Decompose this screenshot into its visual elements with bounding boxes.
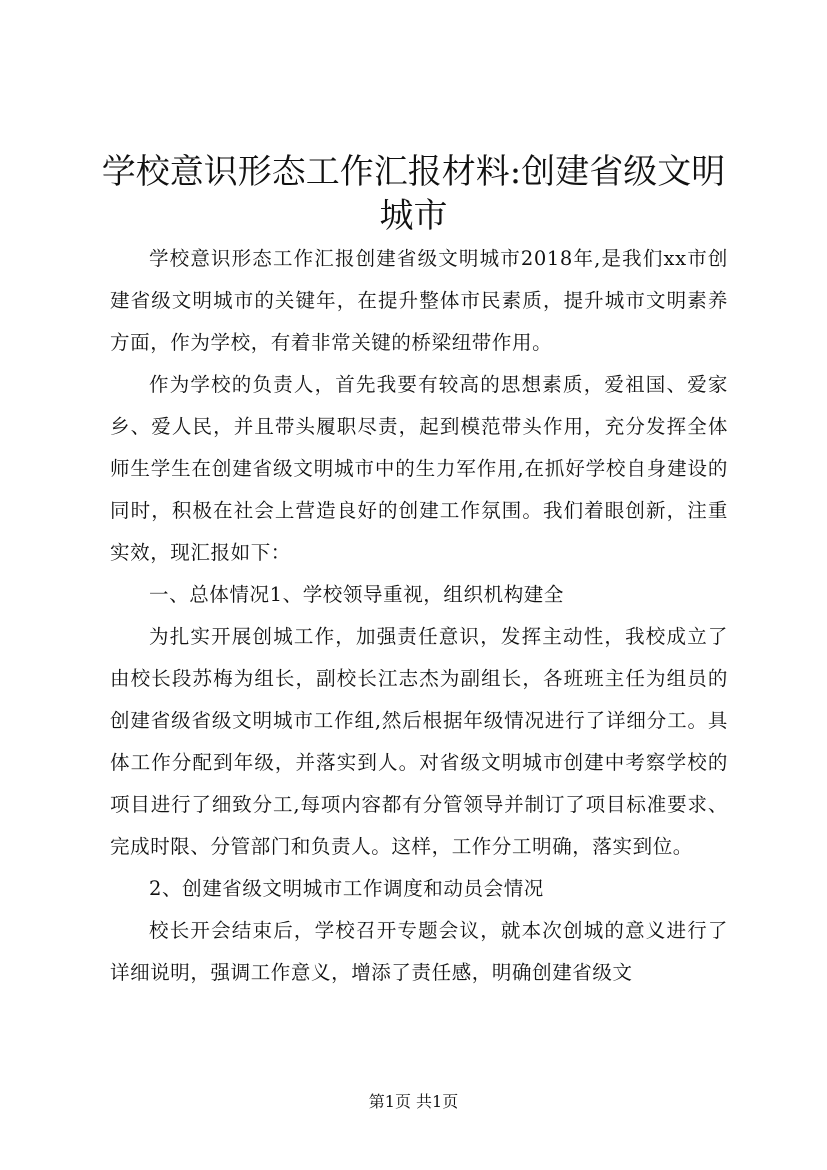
- page-footer: 第1页 共1页: [368, 1092, 459, 1111]
- document-title: 学校意识形态工作汇报材料:创建省级文明城市: [101, 152, 726, 236]
- section-heading-overview: 一、总体情况1、学校领导重视，组织机构建全: [149, 583, 565, 606]
- section-heading-mobilization: 2、创建省级文明城市工作调度和动员会情况: [149, 877, 544, 900]
- document-body: [110, 238, 728, 994]
- paragraph-intro: 学校意识形态工作汇报创建省级文明城市2018年,是我们xx市创建省级文明城市的关键年，在提升整体市民素质，提升城市文明素养方面，作为学校，有着非常关键的桥梁纽带作用。: [110, 247, 728, 354]
- paragraph-meeting: 校长开会结束后，学校召开专题会议，就本次创城的意义进行了详细说明，强调工作意义，增添了责任感，明确创建省级文: [110, 919, 728, 984]
- paragraph-leadership: 作为学校的负责人，首先我要有较高的思想素质，爱祖国、爱家乡、爱人民，并且带头履职尽责，起到模范带头作用，充分发挥全体师生学生在创建省级文明城市中的生力军作用,在抓好学校自身建设的同时，积极在社会上营造良好的创建工作氛围。我们着眼创新，注重实效，现汇报如下：: [110, 373, 728, 564]
- paragraph-organization: 为扎实开展创城工作，加强责任意识，发挥主动性，我校成立了由校长段苏梅为组长，副校长江志杰为副组长，各班班主任为组员的创建省级省级文明城市工作组,然后根据年级情况进行了详细分工。具体工作分配到年级，并落实到人。对省级文明城市创建中考察学校的项目进行了细致分工,每项内容都有分管领导并制订了项目标准要求、完成时限、分管部门和负责人。这样，工作分工明确，落实到位。: [110, 625, 728, 858]
